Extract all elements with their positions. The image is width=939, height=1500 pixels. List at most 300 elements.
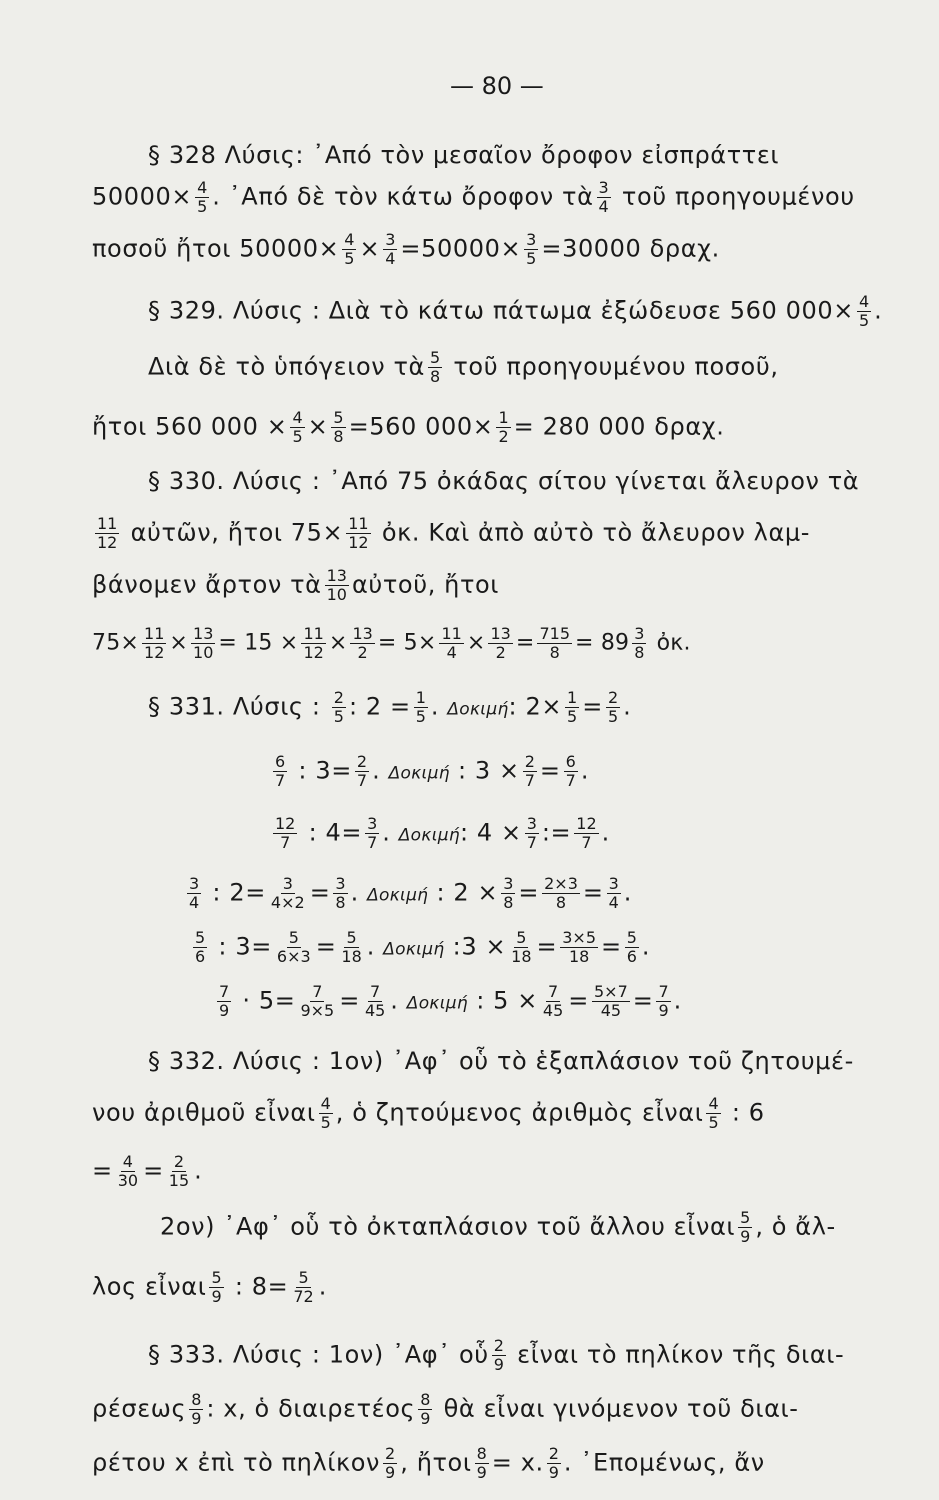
numerator: 3 (282, 874, 293, 893)
text: λος εἶναι (92, 1272, 207, 1301)
denominator: 5 (607, 707, 619, 726)
denominator: 4 (385, 249, 396, 268)
line-330-3 (92, 568, 499, 603)
denominator: 7 (565, 771, 576, 790)
numerator: 2 (607, 688, 619, 707)
text: : 2× (508, 692, 563, 721)
fraction (301, 626, 325, 661)
fraction (333, 876, 347, 911)
denominator: 30 (117, 1171, 139, 1190)
numerator: 7 (312, 982, 323, 1001)
numerator: 7 (548, 982, 559, 1001)
fraction (142, 626, 166, 661)
denominator: 7 (280, 833, 291, 852)
numerator: 6 (565, 752, 576, 771)
text: = (632, 986, 654, 1015)
line-332-heading (148, 1046, 854, 1076)
text: βάνομεν ἄρτον τὰ (92, 570, 322, 599)
denominator: 15 (168, 1171, 190, 1190)
numerator: 11 (144, 624, 165, 643)
denominator: 7 (275, 771, 286, 790)
numerator: 4 (197, 178, 208, 197)
numerator: 3×5 (562, 928, 597, 947)
denominator: 8 (503, 893, 514, 912)
text: . (641, 932, 651, 961)
text: = 89 (575, 630, 630, 656)
numerator: 4 (122, 1152, 133, 1171)
numerator: 3 (634, 624, 645, 643)
denominator: 4 (608, 893, 619, 912)
fraction (414, 690, 428, 725)
text: = (515, 630, 535, 656)
fraction (488, 626, 512, 661)
fraction (275, 930, 313, 965)
line-332-3 (92, 1154, 202, 1189)
fraction (193, 930, 207, 965)
denominator: 9 (548, 1463, 559, 1482)
text: : 2 = (348, 692, 411, 721)
text: . ᾿Επομένως, ἄν (563, 1448, 765, 1477)
text: : 4 × (459, 818, 522, 847)
text: αὐτοῦ, ἤτοι (351, 570, 500, 599)
text: , ὁ ἄλ- (755, 1212, 836, 1241)
text: = (582, 878, 604, 907)
numerator: 5 (195, 928, 206, 947)
numerator: 7 (219, 982, 230, 1001)
numerator: 5 (740, 1208, 751, 1227)
fraction (656, 984, 670, 1019)
text: θὰ εἶναι γινόμενον τοῦ διαι- (435, 1394, 799, 1423)
text: . (382, 818, 399, 847)
fraction (383, 1446, 397, 1481)
fraction (350, 626, 374, 661)
numerator: 11 (441, 624, 462, 643)
denominator: 7 (524, 771, 535, 790)
fraction (273, 816, 297, 851)
text: εἶναι τὸ πηλίκον τῆς διαι- (508, 1340, 845, 1369)
text: νου ἀριθμοῦ εἶναι (92, 1098, 316, 1127)
numerator: 5×7 (594, 982, 628, 1001)
text: § 330. Λύσις : ᾿Από 75 ὀκάδας σίτου γίνεται ἄλευρον τὰ (148, 467, 860, 495)
line-329-heading (148, 294, 882, 329)
denominator: 2 (495, 643, 506, 662)
text: : 8= (226, 1272, 289, 1301)
denominator: 5 (708, 1113, 719, 1132)
text: . (366, 932, 384, 961)
denominator: 12 (303, 643, 324, 662)
numerator: 3 (598, 178, 609, 197)
fraction (542, 876, 580, 911)
numerator: 3 (503, 874, 514, 893)
text: : 3= (290, 756, 352, 785)
denominator: 5 (197, 197, 208, 216)
line-332-4 (160, 1210, 836, 1245)
denominator: 72 (293, 1287, 314, 1306)
text: ποσοῦ ἤτοι 50000× (92, 234, 340, 263)
numerator: 2 (385, 1444, 396, 1463)
text: =30000 δραχ. (541, 234, 720, 263)
text: = x. (491, 1448, 544, 1477)
denominator: 9 (493, 1355, 504, 1374)
fraction (597, 180, 611, 215)
numerator: 13 (326, 566, 347, 585)
text: . (580, 756, 590, 785)
numerator: 2×3 (544, 874, 578, 893)
denominator: 4 (189, 893, 200, 912)
denominator: 5 (320, 1113, 331, 1132)
denominator: 10 (193, 643, 214, 662)
text: × (328, 630, 348, 656)
text: . (874, 296, 883, 325)
text: . (390, 986, 407, 1015)
line-333-2 (92, 1392, 798, 1427)
line-331-6 (214, 984, 682, 1019)
text: : x, ὁ διαιρετέος (206, 1394, 416, 1423)
text: : 2 × (428, 878, 499, 907)
line-331-2 (270, 754, 589, 789)
denominator: 9 (420, 1409, 431, 1428)
fraction (325, 568, 349, 603)
line-330-heading (148, 466, 859, 496)
numerator: 7 (658, 982, 669, 1001)
text: := (541, 818, 572, 847)
numerator: 13 (490, 624, 511, 643)
fraction (547, 1446, 561, 1481)
text: × (359, 234, 381, 263)
text: = (92, 1156, 113, 1185)
text: : 4= (300, 818, 363, 847)
denominator: 4 (446, 643, 457, 662)
fraction (95, 516, 119, 551)
text: : 5 × (467, 986, 538, 1015)
denominator: 5 (526, 249, 537, 268)
line-333-heading (148, 1338, 844, 1373)
text: § 331. Λύσις : (148, 692, 329, 721)
fraction (217, 984, 231, 1019)
fraction (537, 626, 572, 661)
numerator: 3 (189, 874, 200, 893)
text: § 333. Λύσις : 1ον) ᾿Αφ᾿ οὗ (148, 1340, 489, 1369)
numerator: 8 (476, 1444, 487, 1463)
text: § 329. Λύσις : Διὰ τὸ κάτω πάτωμα ἐξώδευσε 560 000× (148, 296, 854, 325)
fraction (332, 690, 346, 725)
denominator: 5 (567, 707, 578, 726)
denominator: 6×3 (276, 947, 311, 966)
numerator: 3 (526, 230, 537, 249)
denominator: 5 (344, 249, 355, 268)
fraction (857, 294, 871, 329)
text: : 6 (723, 1098, 765, 1127)
line-328-2 (92, 180, 855, 215)
line-333-3 (92, 1446, 765, 1481)
text: × (307, 412, 329, 441)
text: . ᾿Από δὲ τὸν κάτω ὄροφον τὰ (212, 182, 594, 211)
denominator: 7 (526, 833, 537, 852)
denominator: 5 (858, 311, 870, 330)
denominator: 9 (740, 1227, 751, 1246)
fraction (383, 232, 397, 267)
text: . (194, 1156, 203, 1185)
text: . (623, 878, 633, 907)
text: : 2= (204, 878, 266, 907)
denominator: 8 (333, 427, 344, 446)
fraction (541, 984, 565, 1019)
numerator: 1 (415, 688, 426, 707)
text: = (539, 756, 561, 785)
text: = (518, 878, 540, 907)
text: = (143, 1156, 164, 1185)
numerator: 2 (333, 688, 344, 707)
denominator: 8 (549, 643, 560, 662)
fraction (167, 1154, 191, 1189)
denominator: 2 (357, 643, 368, 662)
fraction (525, 816, 539, 851)
text: Διὰ δὲ τὸ ὑπόγειον τὰ (148, 352, 425, 381)
fraction (319, 1096, 333, 1131)
numerator: 5 (516, 928, 527, 947)
fraction (363, 984, 387, 1019)
text: = 280 000 δραχ. (513, 412, 725, 441)
numerator: 5 (626, 928, 637, 947)
check-label: Δοκιμή (447, 699, 509, 720)
fraction (269, 876, 307, 911)
fraction (738, 1210, 752, 1245)
fraction (496, 410, 510, 445)
denominator: 45 (542, 1001, 564, 1020)
text: = 5× (377, 630, 437, 656)
numerator: 4 (344, 230, 355, 249)
numerator: 2 (548, 1444, 559, 1463)
denominator: 9 (211, 1287, 222, 1306)
fraction (625, 930, 639, 965)
numerator: 11 (303, 624, 324, 643)
text: ἤτοι 560 000 × (92, 412, 288, 441)
line-328-3 (92, 232, 720, 267)
numerator: 4 (708, 1094, 719, 1113)
fraction (209, 1270, 223, 1305)
line-332-5 (92, 1270, 327, 1305)
fraction (565, 690, 579, 725)
numerator: 715 (539, 624, 571, 643)
text: =560 000× (348, 412, 494, 441)
numerator: 2 (524, 752, 535, 771)
denominator: 6 (195, 947, 206, 966)
numerator: 1 (498, 408, 509, 427)
text: . (350, 878, 368, 907)
fraction (195, 180, 209, 215)
denominator: 12 (97, 533, 118, 552)
numerator: 3 (526, 814, 537, 833)
denominator: 9 (658, 1001, 669, 1020)
numerator: 13 (352, 624, 373, 643)
fraction (706, 1096, 720, 1131)
fraction (592, 984, 630, 1019)
line-329-2 (148, 350, 779, 385)
denominator: 4 (598, 197, 609, 216)
fraction (291, 1270, 315, 1305)
denominator: 12 (348, 533, 369, 552)
numerator: 7 (370, 982, 381, 1001)
denominator: 4×2 (270, 893, 305, 912)
line-331-5 (190, 930, 650, 965)
check-label: Δοκιμή (383, 939, 445, 960)
text: 75× (92, 630, 140, 656)
text: . (430, 692, 448, 721)
fraction (187, 876, 201, 911)
numerator: 2 (356, 752, 368, 771)
text: . (673, 986, 682, 1015)
numerator: 2 (173, 1152, 185, 1171)
numerator: 2 (493, 1336, 504, 1355)
text: 2ον) ᾿Αφ᾿ οὗ τὸ ὀκταπλάσιον τοῦ ἄλλου εἶναι (160, 1212, 736, 1241)
denominator: 9 (476, 1463, 487, 1482)
text: 50000× (92, 182, 193, 211)
numerator: 5 (288, 928, 299, 947)
numerator: 4 (320, 1094, 331, 1113)
denominator: 9 (219, 1001, 230, 1020)
denominator: 5 (333, 707, 344, 726)
fraction (606, 690, 620, 725)
fraction (365, 816, 379, 851)
denominator: 18 (568, 947, 590, 966)
numerator: 5 (346, 928, 357, 947)
numerator: 12 (576, 814, 597, 833)
fraction (290, 410, 304, 445)
text: × (466, 630, 486, 656)
denominator: 7 (581, 833, 592, 852)
fraction (475, 1446, 489, 1481)
fraction (355, 754, 369, 789)
denominator: 45 (600, 1001, 622, 1020)
text: § 332. Λύσις : 1ον) ᾿Αφ᾿ οὗ τὸ ἑξαπλάσιον τοῦ ζητουμέ- (148, 1047, 854, 1075)
fraction (273, 754, 287, 789)
denominator: 18 (511, 947, 532, 966)
line-332-2 (92, 1096, 765, 1131)
text: · 5= (234, 986, 296, 1015)
text: = (339, 986, 360, 1015)
text: = (536, 932, 558, 961)
fraction (418, 1392, 432, 1427)
text: αὐτῶν, ἤτοι 75× (122, 518, 344, 547)
fraction (607, 876, 621, 911)
denominator: 7 (356, 771, 368, 790)
denominator: 9 (385, 1463, 396, 1482)
text: ρέσεως (92, 1394, 187, 1423)
denominator: 8 (429, 367, 441, 386)
fraction (492, 1338, 506, 1373)
numerator: 11 (97, 514, 118, 533)
check-label: Δοκιμή (406, 993, 468, 1014)
text: = (315, 932, 337, 961)
text: : 3 × (449, 756, 520, 785)
denominator: 10 (326, 585, 347, 604)
text: . (372, 756, 389, 785)
text: . (623, 692, 632, 721)
check-label: Δοκιμή (367, 885, 429, 906)
denominator: 7 (367, 833, 378, 852)
numerator: 5 (333, 408, 344, 427)
text: , ὁ ζητούμενος ἀριθμὸς εἶναι (335, 1098, 704, 1127)
line-331-3 (270, 816, 610, 851)
denominator: 8 (634, 643, 645, 662)
fraction (523, 754, 537, 789)
fraction (428, 350, 442, 385)
numerator: 5 (298, 1268, 309, 1287)
check-label: Δοκιμή (388, 763, 450, 784)
page-number: — 80 — (450, 72, 544, 100)
text: =50000× (400, 234, 522, 263)
fraction (632, 626, 646, 661)
text: = (582, 692, 603, 721)
denominator: 8 (335, 893, 346, 912)
text: = (568, 986, 589, 1015)
denominator: 9 (191, 1409, 202, 1428)
fraction (346, 516, 370, 551)
text: × (169, 630, 189, 656)
text: = (601, 932, 622, 961)
text: . (318, 1272, 327, 1301)
fraction (560, 930, 598, 965)
fraction (524, 232, 538, 267)
text: = 15 × (218, 630, 299, 656)
denominator: 6 (626, 947, 637, 966)
text: . (601, 818, 610, 847)
numerator: 3 (367, 814, 378, 833)
fraction (564, 754, 578, 789)
fraction (189, 1392, 203, 1427)
text: = (309, 878, 331, 907)
numerator: 5 (211, 1268, 222, 1287)
numerator: 12 (275, 814, 296, 833)
numerator: 4 (858, 292, 870, 311)
text: ρέτου x ἐπὶ τὸ πηλίκον (92, 1448, 381, 1477)
text: ὀκ. Καὶ ἀπὸ αὐτὸ τὸ ἄλευρον λαμ- (373, 518, 811, 547)
numerator: 6 (275, 752, 286, 771)
numerator: 5 (429, 348, 441, 367)
numerator: 1 (567, 688, 578, 707)
fraction (574, 816, 598, 851)
fraction (439, 626, 463, 661)
fraction (331, 410, 345, 445)
denominator: 2 (498, 427, 509, 446)
line-328-heading (148, 140, 779, 170)
text: , ἤτοι (400, 1448, 472, 1477)
denominator: 5 (415, 707, 426, 726)
denominator: 8 (555, 893, 567, 912)
denominator: 12 (144, 643, 165, 662)
fraction (116, 1154, 140, 1189)
numerator: 3 (335, 874, 346, 893)
text: : 3= (210, 932, 272, 961)
denominator: 18 (341, 947, 362, 966)
numerator: 8 (420, 1390, 431, 1409)
line-331-heading (148, 690, 631, 725)
line-330-2 (92, 516, 810, 551)
text: :3 × (444, 932, 507, 961)
line-330-4 (92, 626, 691, 661)
numerator: 3 (608, 874, 619, 893)
numerator: 13 (193, 624, 214, 643)
denominator: 9×5 (300, 1001, 335, 1020)
check-label: Δοκιμή (398, 825, 460, 846)
text: § 328 Λύσις: ᾿Από τὸν μεσαῖον ὄροφον εἰσπράττει (148, 141, 780, 169)
numerator: 3 (385, 230, 396, 249)
fraction (509, 930, 533, 965)
numerator: 8 (191, 1390, 202, 1409)
denominator: 45 (364, 1001, 386, 1020)
text: τοῦ προηγουμένου (613, 182, 855, 211)
numerator: 4 (292, 408, 303, 427)
